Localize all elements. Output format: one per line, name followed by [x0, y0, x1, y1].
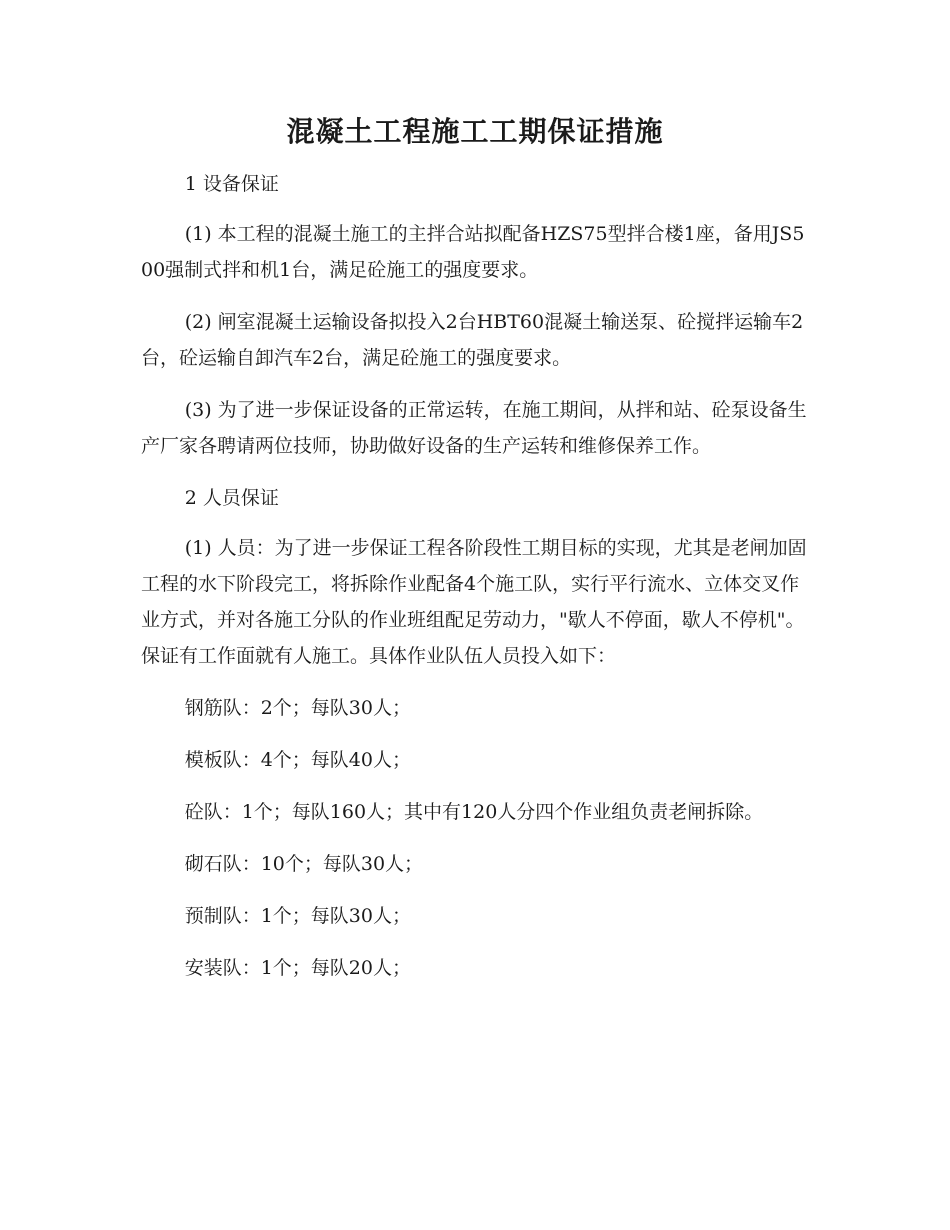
list-item-precast-team: 预制队：1个；每队30人；: [184, 905, 411, 927]
paragraph-equipment-2: (2) 闸室混凝土运输设备拟投入2台HBT60混凝土输送泵、砼搅拌运输车2台，砼运输自卸汽车2台，满足砼施工的强度要求。: [141, 311, 804, 369]
paragraph-personnel-1: (1) 人员：为了进一步保证工程各阶段性工期目标的实现，尤其是老闸加固工程的水下阶段完工，将拆除作业配备4个施工队，实行平行流水、立体交叉作业方式，并对各施工分队的作业班组配足劳动力，"歇人不停面，歇人不停机"。保证有工作面就有人施工。具体作业队伍人员投入如下：: [141, 537, 807, 667]
list-item-concrete-team: 砼队：1个；每队160人；其中有120人分四个作业组负责老闸拆除。: [184, 801, 764, 823]
page-title: 混凝土工程施工工期保证措施: [286, 115, 664, 148]
section-heading-equipment: 1 设备保证: [184, 173, 279, 195]
list-item-rebar-team: 钢筋队：2个；每队30人；: [184, 697, 411, 719]
list-item-installation-team: 安装队：1个；每队20人；: [184, 957, 411, 979]
list-item-formwork-team: 模板队：4个；每队40人；: [184, 749, 411, 771]
paragraph-equipment-3: (3) 为了进一步保证设备的正常运转，在施工期间，从拌和站、砼泵设备生产厂家各聘请两位技师，协助做好设备的生产运转和维修保养工作。: [141, 399, 807, 457]
list-item-masonry-team: 砌石队：10个；每队30人；: [184, 853, 424, 875]
document-body: [141, 166, 811, 1002]
section-heading-personnel: 2 人员保证: [184, 487, 279, 509]
paragraph-equipment-1: (1) 本工程的混凝土施工的主拌合站拟配备HZS75型拌合楼1座，备用JS500强制式拌和机1台，满足砼施工的强度要求。: [141, 223, 805, 281]
